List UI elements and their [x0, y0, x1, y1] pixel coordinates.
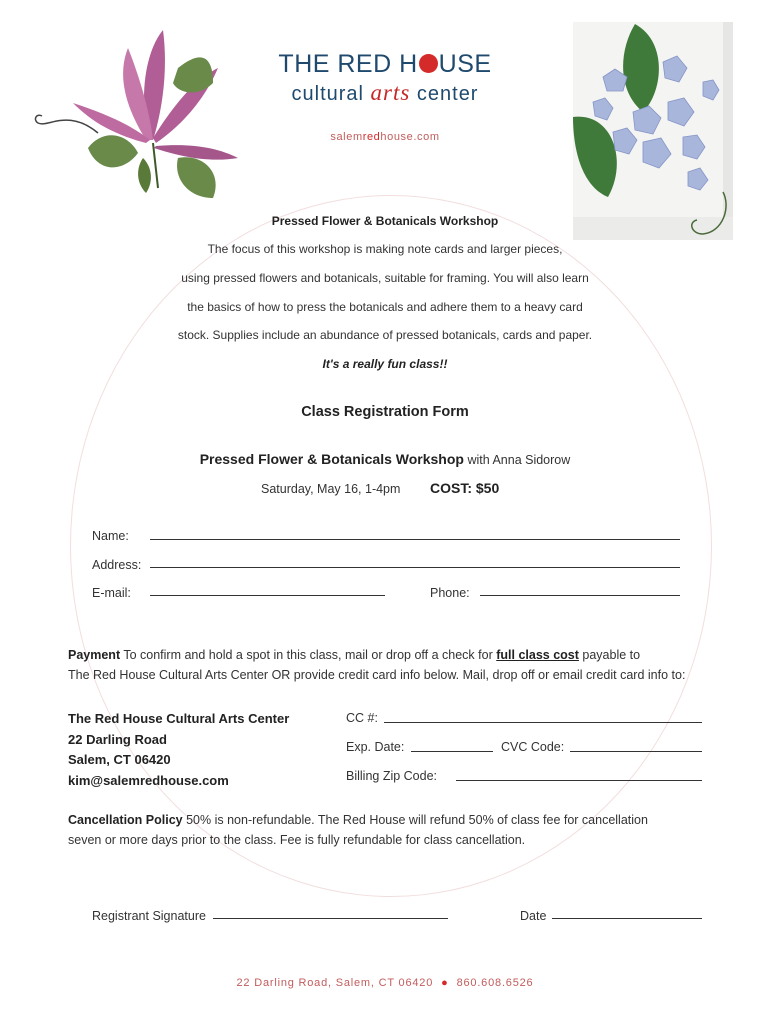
exp-label: Exp. Date:: [346, 740, 405, 754]
email-label: E-mail:: [92, 586, 131, 600]
intro-line-4: stock. Supplies include an abundance of pressed botanicals, cards and paper.: [177, 328, 593, 342]
hydrangea-card-image: [573, 22, 733, 240]
cc-label: CC #:: [346, 711, 378, 725]
logo-red-dot: [419, 54, 438, 73]
fun-class-note: It's a really fun class!!: [322, 357, 448, 371]
phone-label: Phone:: [430, 586, 470, 600]
form-heading: Class Registration Form: [301, 404, 469, 420]
city-state-zip: Salem, CT 06420: [68, 752, 171, 767]
cancellation-paragraph: Cancellation Policy 50% is non-refundable. The Red House will refund 50% of class fee for cancellation seven or more days prior to the class. Fee is fully refundable for class cancellation.: [68, 813, 648, 847]
address-field[interactable]: [150, 567, 680, 568]
website[interactable]: salemredhouse.com: [330, 131, 440, 143]
intro-line-1: The focus of this workshop is making note cards and larger pieces,: [207, 242, 563, 256]
date-field[interactable]: [552, 918, 702, 919]
zip-field[interactable]: [456, 780, 702, 781]
name-field[interactable]: [150, 539, 680, 540]
workshop-line: Pressed Flower & Botanicals Workshop with Anna Sidorow: [199, 451, 571, 467]
logo-line-2: cultural arts center: [291, 80, 479, 105]
logo-line-1: THE RED H USE: [278, 50, 492, 78]
org-name: The Red House Cultural Arts Center: [68, 711, 290, 726]
signature-field[interactable]: [213, 918, 448, 919]
email-field[interactable]: [150, 595, 385, 596]
intro-line-3: the basics of how to press the botanicals and adhere them to a heavy card: [187, 300, 583, 314]
zip-label: Billing Zip Code:: [346, 769, 438, 783]
address-label: Address:: [92, 558, 142, 572]
class-date: Saturday, May 16, 1-4pm: [261, 482, 401, 496]
class-cost: COST: $50: [430, 480, 500, 496]
street: 22 Darling Road: [68, 731, 167, 747]
cc-field[interactable]: [384, 722, 702, 723]
signature-label: Registrant Signature: [92, 909, 206, 923]
date-label: Date: [520, 909, 547, 923]
exp-field[interactable]: [411, 751, 493, 752]
payment-paragraph: Payment To confirm and hold a spot in this class, mail or drop off a check for full class cost payable to The Red House Cultural Arts Center OR provide credit card info below. Mail, drop off or email credit card info to:: [68, 648, 686, 682]
mailing-address: [68, 709, 289, 791]
phone-field[interactable]: [480, 595, 680, 596]
cvc-field[interactable]: [570, 751, 702, 752]
footer: [0, 977, 770, 989]
contact-email[interactable]: kim@salemredhouse.com: [68, 772, 229, 788]
footer-phone: 860.608.6526: [456, 977, 534, 989]
intro-line-2: using pressed flowers and botanicals, suitable for framing. You will also learn: [181, 271, 589, 285]
bullet-separator: ●: [441, 977, 449, 989]
footer-address: 22 Darling Road, Salem, CT 06420: [236, 977, 434, 989]
cvc-label: CVC Code:: [501, 740, 565, 754]
name-label: Name:: [92, 529, 129, 543]
workshop-title: Pressed Flower & Botanicals Workshop: [271, 214, 499, 228]
